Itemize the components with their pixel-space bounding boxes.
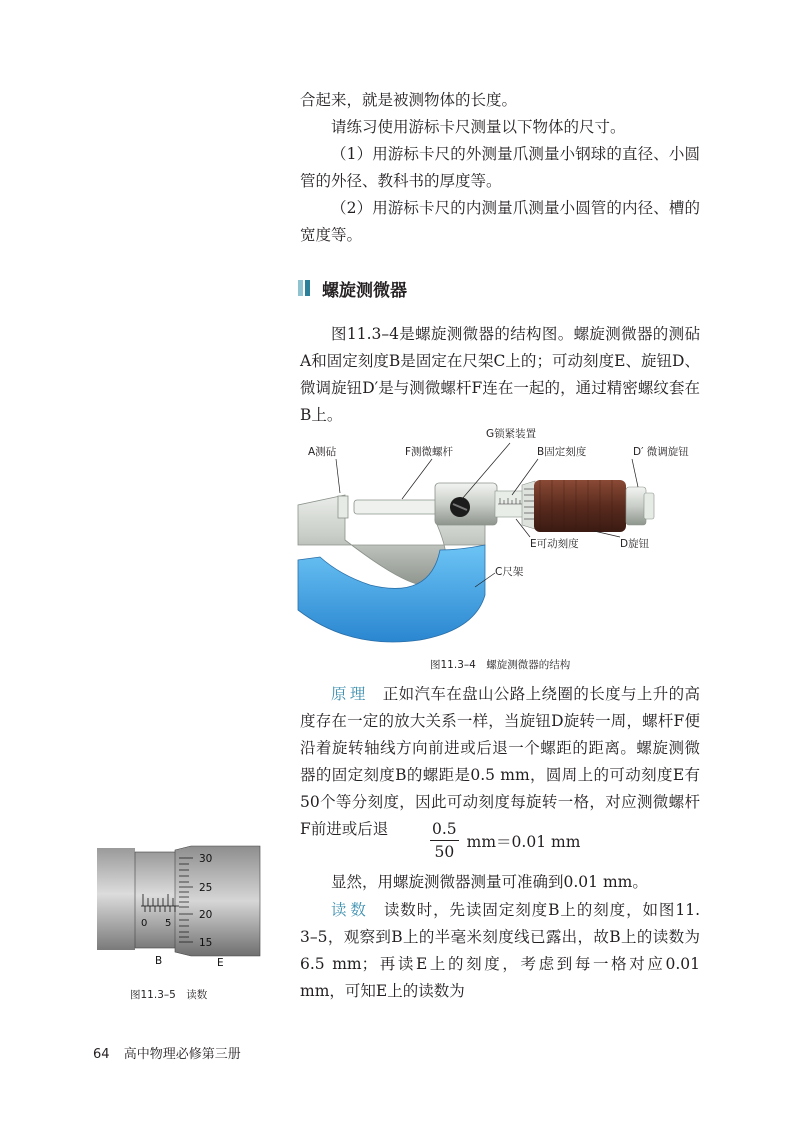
sleeve-tick-0: 0: [141, 918, 148, 929]
formula: [430, 818, 580, 863]
page-footer: [93, 1043, 241, 1062]
label-lock: G锁紧装置: [486, 428, 537, 440]
para-2: 请练习使用游标卡尺测量以下物体的尺寸。: [331, 118, 626, 136]
thimble-tick-30: 30: [199, 853, 213, 865]
label-spindle: F测微螺杆: [405, 446, 454, 458]
intro-paragraph: 图11.3–4是螺旋测微器的结构图。螺旋测微器的测砧A和固定刻度B是固定在尺架C上的；可动刻度E、旋钮D、微调旋钮D′是与测微螺杆F连在一起的，通过精密螺纹套在B上。: [300, 325, 700, 424]
conclusion-paragraph: 显然，用螺旋测微器测量可准确到0.01 mm。: [331, 873, 648, 891]
anvil: [338, 496, 348, 518]
sleeve-tick-5: 5: [165, 918, 172, 929]
reading-text: 读数时，先读固定刻度B上的刻度，如图11. 3–5，观察到B上的半毫米刻度线已露出，故B上的读数为6.5 mm；再读E上的刻度，考虑到每一格对应0.01 mm，可知E上的读数为: [300, 901, 700, 1000]
label-anvil: A测砧: [308, 446, 337, 458]
section-heading: [298, 274, 407, 302]
label-sleeve: B固定刻度: [537, 446, 587, 458]
ratchet: [626, 487, 646, 525]
reading-paragraph: [300, 897, 700, 1005]
thimble-tick-20: 20: [199, 909, 213, 921]
para-3: （1）用游标卡尺的外测量爪测量小钢球的直径、小圆管的外径、教科书的厚度等。: [300, 145, 700, 190]
left-body: [97, 848, 135, 950]
heading-marker-icon: [298, 280, 303, 296]
reading-label-b: B: [155, 955, 163, 967]
reading-figure: [95, 840, 265, 970]
formula-fraction: [430, 818, 459, 863]
label-frame: C尺架: [495, 566, 524, 578]
thimble-drum: [175, 846, 260, 956]
formula-numerator: 0.5: [430, 818, 459, 841]
book-title: 高中物理必修第三册: [123, 1047, 241, 1062]
reading-term: 读数: [331, 901, 370, 919]
thimble-scale: [522, 481, 535, 529]
para-1: 合起来，就是被测物体的长度。: [300, 91, 518, 109]
thimble-tick-15: 15: [199, 937, 213, 949]
spindle: [354, 500, 438, 514]
figure-caption-2: 图11.3–5 读数: [130, 989, 208, 1001]
micrometer-structure-figure: [290, 425, 710, 655]
figure-caption-1: 图11.3–4 螺旋测微器的结构: [430, 659, 571, 671]
label-thimble: D旋钮: [620, 538, 650, 550]
label-thimble-scale: E可动刻度: [530, 538, 579, 550]
section-title: 螺旋测微器: [322, 280, 407, 301]
thimble-tick-25: 25: [199, 882, 213, 894]
page-number: 64: [93, 1047, 110, 1062]
reading-label-e: E: [217, 957, 224, 969]
heading-marker-dark-icon: [305, 280, 310, 296]
principle-text: 正如汽车在盘山公路上绕圈的长度与上升的高度存在一定的放大关系一样，当旋钮D旋转一周，螺杆F便沿着旋转轴线方向前进或后退一个螺距的距离。螺旋测微器的固定刻度B的螺距是0.5 mm，圆周上的可动刻度E有50个等分刻度，因此可动刻度每旋转一格，对应测微螺杆F前进或后退: [300, 685, 700, 838]
para-4: （2）用游标卡尺的内测量爪测量小圆管的内径、槽的宽度等。: [300, 199, 700, 244]
principle-term: 原理: [331, 685, 369, 703]
formula-rhs: mm＝0.01 mm: [466, 832, 581, 851]
formula-denominator: 50: [434, 843, 455, 861]
label-ratchet: D′ 微调旋钮: [633, 446, 689, 458]
